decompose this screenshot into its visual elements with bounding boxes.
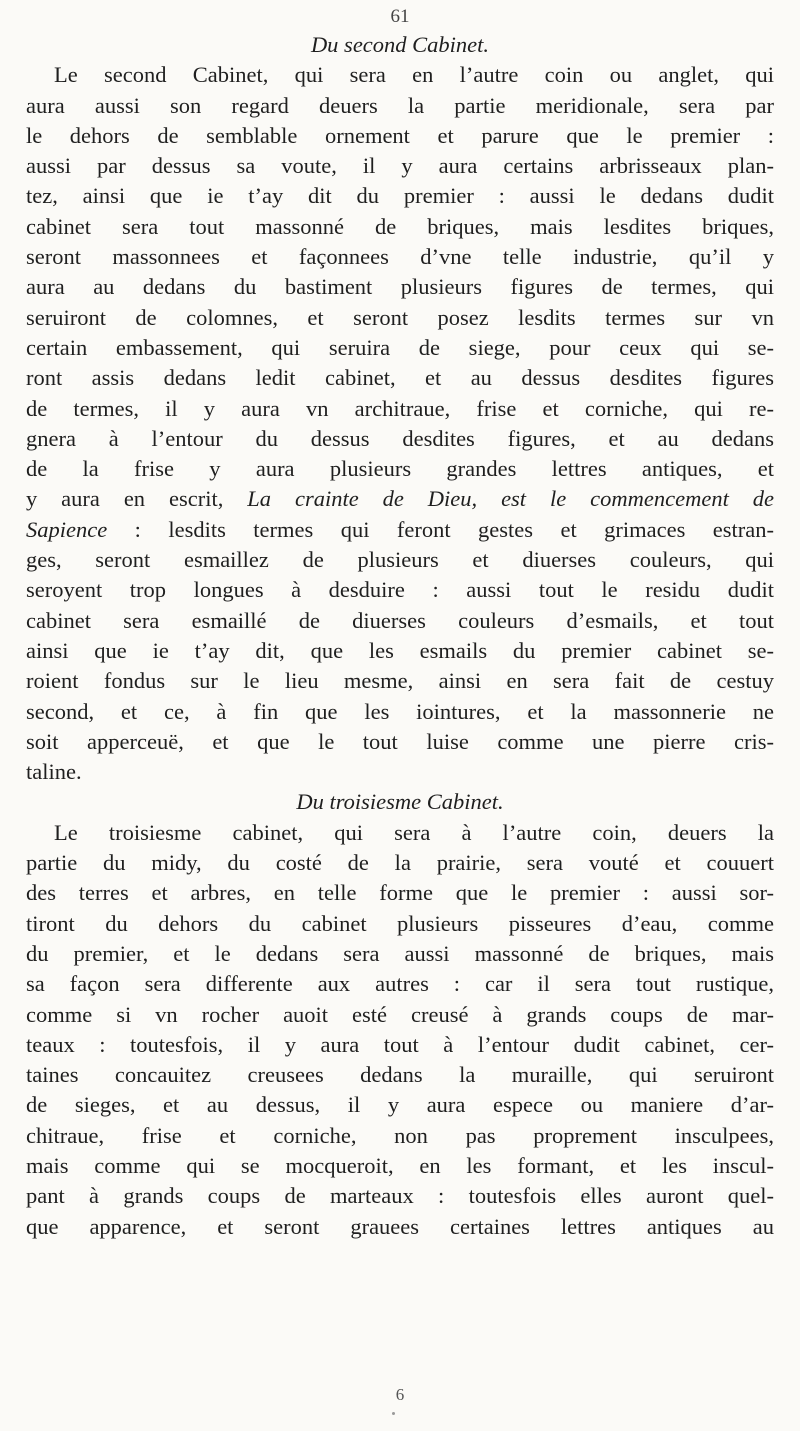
- text-line: ges, seront esmaillez de plusieurs et diuerses couleurs, qui: [26, 547, 774, 573]
- motto-text: Sapience: [26, 516, 108, 542]
- body-text: [26, 30, 774, 1242]
- text-line: que apparence, et seront grauees certaines lettres antiques au: [26, 1213, 774, 1239]
- text-line: Sapience : lesdits termes qui feront gestes et grimaces estran-: [26, 516, 774, 542]
- text-line: seroyent trop longues à desduire : aussi tout le residu dudit: [26, 577, 774, 603]
- motto-text: La crainte de Dieu, est le commencement de: [247, 486, 774, 512]
- section-heading-second-cabinet: Du second Cabinet.: [310, 32, 490, 57]
- text-line: aussi par dessus sa voute, il y aura certains arbrisseaux plan-: [26, 153, 774, 179]
- text-line: comme si vn rocher auoit esté creusé à grands coups de mar-: [26, 1001, 774, 1027]
- text-line: gnera à l’entour du dessus desdites figures, et au dedans: [26, 425, 774, 451]
- text-line: Le troisiesme cabinet, qui sera à l’autre coin, deuers la: [54, 819, 774, 845]
- text-line: roient fondus sur le lieu mesme, ainsi en sera fait de cestuy: [26, 668, 774, 694]
- text-line: mais comme qui se mocqueroit, en les formant, et les inscul-: [26, 1152, 774, 1178]
- section-third-cabinet: [26, 818, 774, 1242]
- text-line: aura au dedans du bastiment plusieurs figures de termes, qui: [26, 274, 774, 300]
- text-line: taines concauitez creusees dedans la muraille, qui seruiront: [26, 1062, 774, 1088]
- text-line: ainsi que ie t’ay dit, que les esmails du premier cabinet se-: [26, 637, 774, 663]
- text-line: taline.: [26, 759, 82, 785]
- text-line: second, et ce, à fin que les iointures, et la massonnerie ne: [26, 698, 774, 724]
- text-line: aura aussi son regard deuers la partie meridionale, sera par: [26, 92, 774, 118]
- text-line: soit apperceuë, et que le tout luise comme une pierre cris-: [26, 728, 774, 754]
- page-number: 61: [390, 6, 410, 27]
- text-line: partie du midy, du costé de la prairie, sera vouté et couuert: [26, 850, 774, 876]
- text-line: Le second Cabinet, qui sera en l’autre coin ou anglet, qui: [54, 62, 774, 88]
- text-line: seront massonnees et façonnees d’vne telle industrie, qu’il y: [26, 244, 774, 270]
- text-line: tiront du dehors du cabinet plusieurs pisseures d’eau, comme: [26, 910, 774, 936]
- section-heading-third-cabinet: Du troisiesme Cabinet.: [296, 789, 504, 815]
- text-line: des terres et arbres, en telle forme que le premier : aussi sor-: [26, 880, 774, 906]
- text-line: cabinet sera tout massonné de briques, mais lesdites briques,: [26, 213, 774, 239]
- text-line: pant à grands coups de marteaux : toutesfois elles auront quel-: [26, 1183, 774, 1209]
- text-line: le dehors de semblable ornement et parure que le premier :: [26, 122, 774, 148]
- text-line: de la frise y aura plusieurs grandes lettres antiques, et: [26, 456, 774, 482]
- text-line: teaux : toutesfois, il y aura tout à l’entour dudit cabinet, cer-: [26, 1031, 774, 1057]
- text-line: certain embassement, qui seruira de siege, pour ceux qui se-: [26, 334, 774, 360]
- text-line: de sieges, et au dessus, il y aura espece ou maniere d’ar-: [26, 1092, 774, 1118]
- text-line: chitraue, frise et corniche, non pas proprement insculpees,: [26, 1122, 774, 1148]
- text-line: y aura en escrit, La crainte de Dieu, est le commencement de: [26, 486, 774, 512]
- text-line: tez, ainsi que ie t’ay dit du premier : aussi le dedans dudit: [26, 183, 774, 209]
- text-line: seruiront de colomnes, et seront posez lesdits termes sur vn: [26, 304, 774, 330]
- text-line: du premier, et le dedans sera aussi massonné de briques, mais: [26, 940, 774, 966]
- text-line: de termes, il y aura vn architraue, frise et corniche, qui re-: [26, 395, 774, 421]
- signature-mark: 6: [395, 1385, 405, 1404]
- text-line: ront assis dedans ledit cabinet, et au dessus desdites figures: [26, 365, 774, 391]
- section-second-cabinet: [26, 60, 774, 787]
- text-line: cabinet sera esmaillé de diuerses couleurs d’esmails, et tout: [26, 607, 774, 633]
- ink-speck: [392, 1412, 395, 1415]
- text-line: sa façon sera differente aux autres : car il sera tout rustique,: [26, 971, 774, 997]
